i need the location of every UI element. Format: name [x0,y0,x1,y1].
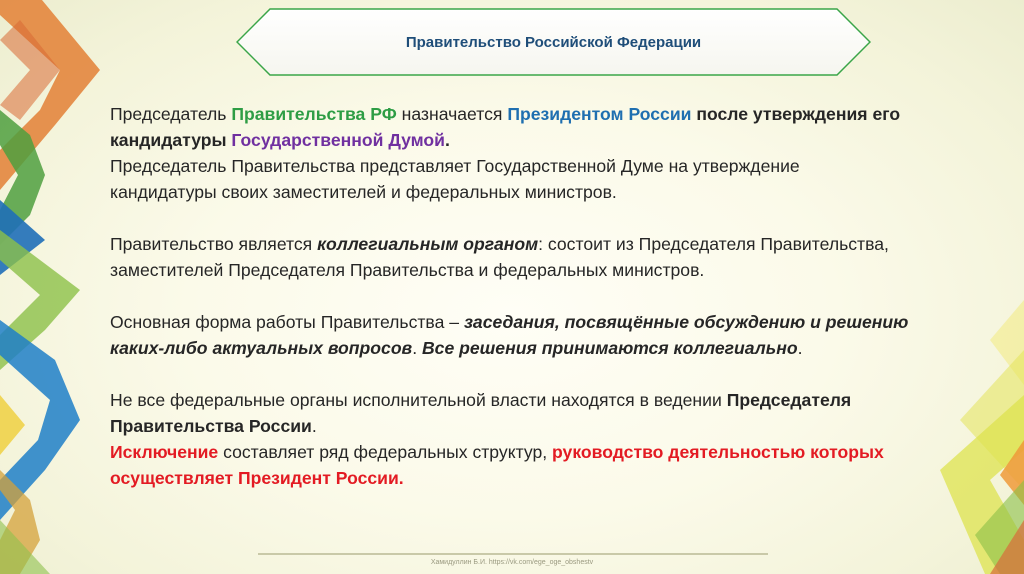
text-segment: . [412,338,422,358]
text-segment: назначается [396,104,508,124]
text-segment: . [311,416,317,436]
highlight-duma: Государственной Думой [231,130,445,150]
emphasis-decisions: Все решения принимаются коллегиально [421,338,798,358]
footer-divider [258,553,768,555]
emphasis-meetings: заседания, посвящённые обсуждению и решению каких-либо актуальных вопросов [110,312,909,358]
paragraph-deputies: Председатель Правительства представляет Государственной Думе на утверждение кандидатуры своих заместителей и федеральных министров. [110,156,800,202]
text-segment: . [445,130,450,150]
footer-credit: Хамидуллин Б.И. https://vk.com/ege_oge_obshestv [430,559,594,566]
text-segment: . [797,338,803,358]
slide-title: Правительство Российской Федерации [405,33,702,51]
highlight-exception: Исключение [110,442,219,462]
text-segment: Не все федеральные органы исполнительной власти находятся в ведении [110,390,727,410]
highlight-president: Президентом России [507,104,692,124]
bold-segment: после утверждения его кандидатуры [110,104,901,150]
highlight-president-structures: которых осуществляет Президент России. [110,442,884,488]
text-segment: : состоит из Председателя Правительства, заместителей Председателя Правительства и федеральных министров. [110,234,889,280]
highlight-government: Правительства РФ [231,104,397,124]
paragraph-collegial [110,231,910,283]
text-segment: Председатель [110,104,232,124]
paragraph-appointment [110,101,910,153]
bold-chairman: Председателя Правительства России [110,390,852,436]
paragraph-exception-detail [110,439,910,491]
emphasis-collegial-body: коллегиальным органом [317,234,539,254]
text-segment: составляет ряд федеральных структур, [218,442,553,462]
highlight-leadership: руководство деятельностью [552,442,806,462]
text-segment: Правительство является [110,234,318,254]
paragraph-exceptions [110,387,910,439]
slide-content [110,101,910,491]
text-segment: Основная форма работы Правительства – [110,312,464,332]
paragraph-work-form [110,309,910,361]
